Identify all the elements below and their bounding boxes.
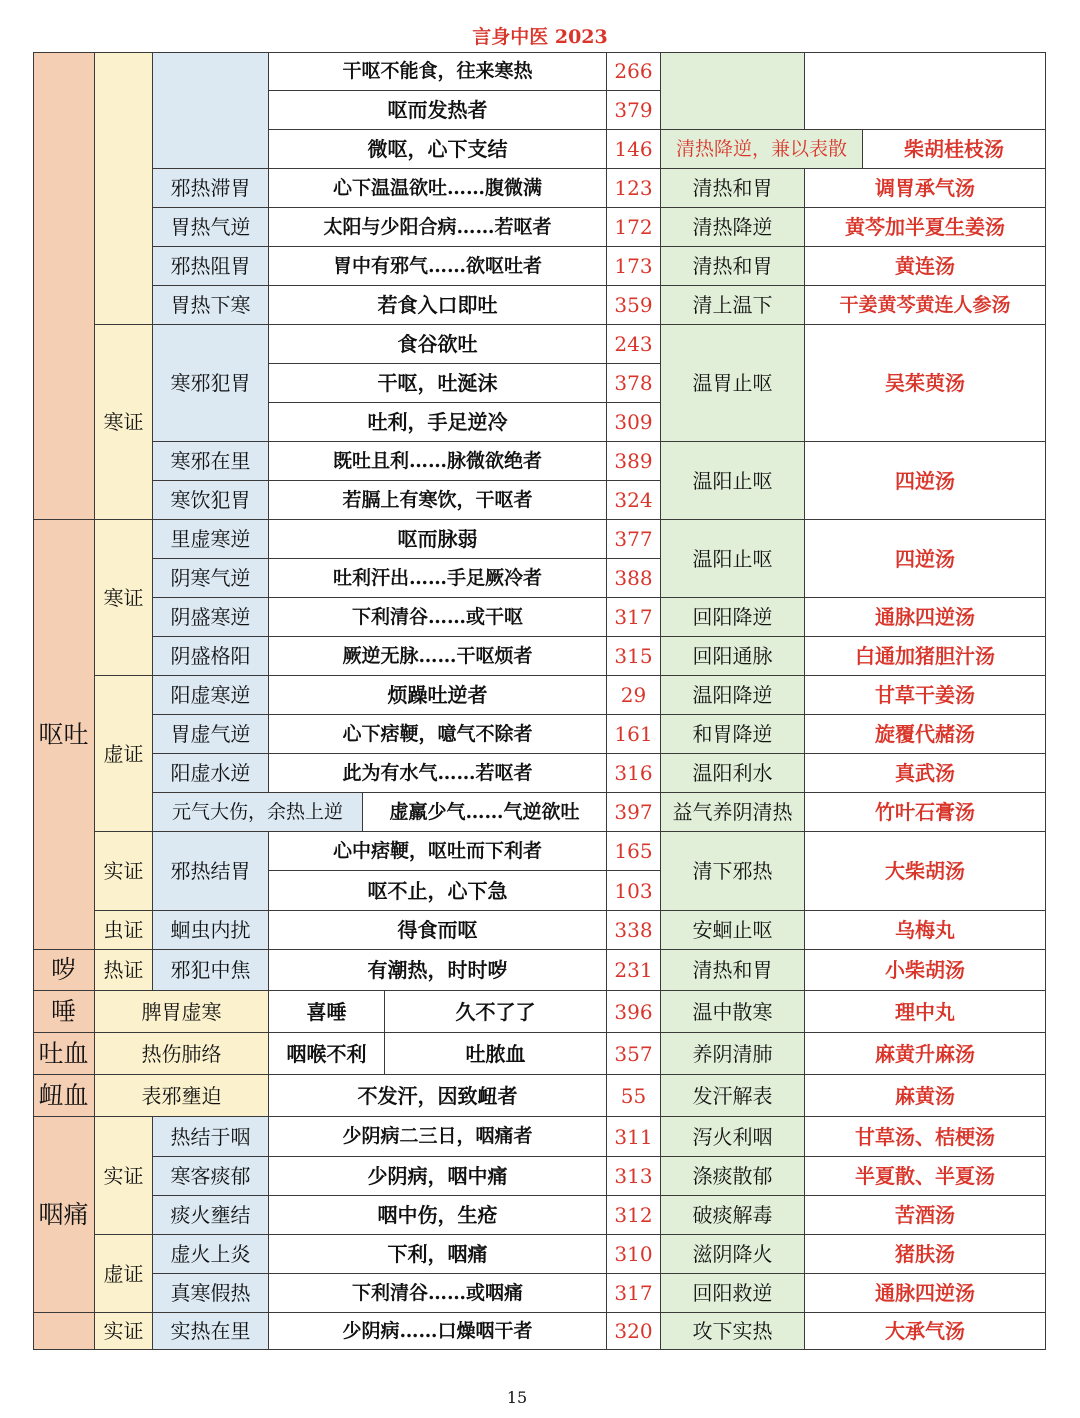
table-cell: 寒客痰郁 — [153, 1157, 269, 1196]
table-cell: 衄血 — [33, 1075, 95, 1117]
table-cell: 165 — [607, 832, 661, 871]
table-cell: 破痰解毒 — [661, 1196, 805, 1235]
table-cell: 阴盛寒逆 — [153, 598, 269, 637]
table-cell: 寒证 — [95, 520, 153, 676]
table-cell: 清热和胃 — [661, 247, 805, 286]
table-cell: 388 — [607, 559, 661, 598]
table-cell: 389 — [607, 442, 661, 481]
table-cell: 苦酒汤 — [805, 1196, 1046, 1235]
table-cell: 久不了了 — [385, 991, 607, 1033]
table-cell: 清热和胃 — [661, 950, 805, 991]
table-cell: 359 — [607, 286, 661, 325]
document-header: 言身中医 2023 — [472, 26, 608, 48]
table-cell: 发汗解表 — [661, 1075, 805, 1117]
table-cell: 通脉四逆汤 — [805, 1274, 1046, 1313]
table-cell: 此为有水气……若呕者 — [269, 754, 607, 793]
table-cell: 真寒假热 — [153, 1274, 269, 1313]
table-cell: 清上温下 — [661, 286, 805, 325]
table-cell: 29 — [607, 676, 661, 715]
table-cell — [33, 1313, 95, 1350]
table-cell: 下利清谷……或干呕 — [269, 598, 607, 637]
table-cell: 哕 — [33, 950, 95, 991]
table-cell: 安蛔止呕 — [661, 911, 805, 950]
table-cell: 食谷欲吐 — [269, 325, 607, 364]
table-cell: 379 — [607, 91, 661, 130]
table-cell: 蛔虫内扰 — [153, 911, 269, 950]
table-cell: 吐血 — [33, 1033, 95, 1075]
table-cell: 309 — [607, 403, 661, 442]
table-cell: 311 — [607, 1117, 661, 1157]
table-cell: 实证 — [95, 1313, 153, 1350]
table-cell: 麻黄升麻汤 — [805, 1033, 1046, 1075]
table-cell: 实证 — [95, 1117, 153, 1235]
table-cell: 回阳救逆 — [661, 1274, 805, 1313]
table-cell: 呕吐 — [33, 520, 95, 950]
table-cell: 温阳降逆 — [661, 676, 805, 715]
table-cell: 312 — [607, 1196, 661, 1235]
table-cell: 320 — [607, 1313, 661, 1350]
table-cell: 378 — [607, 364, 661, 403]
table-cell: 寒饮犯胃 — [153, 481, 269, 520]
table-cell: 吐利汗出……手足厥冷者 — [269, 559, 607, 598]
table-cell: 里虚寒逆 — [153, 520, 269, 559]
table-cell: 攻下实热 — [661, 1313, 805, 1350]
table-cell: 黄芩加半夏生姜汤 — [805, 208, 1046, 247]
table-cell: 315 — [607, 637, 661, 676]
table-cell: 痰火壅结 — [153, 1196, 269, 1235]
table-cell: 涤痰散郁 — [661, 1157, 805, 1196]
table-cell: 微呕，心下支结 — [269, 130, 607, 169]
table-cell: 清热和胃 — [661, 169, 805, 208]
table-cell: 317 — [607, 598, 661, 637]
table-cell: 邪热滞胃 — [153, 169, 269, 208]
table-cell: 123 — [607, 169, 661, 208]
table-cell: 小柴胡汤 — [805, 950, 1046, 991]
table-cell: 310 — [607, 1235, 661, 1274]
table-cell: 虚羸少气……气逆欲吐 — [363, 793, 607, 832]
table-cell: 阴寒气逆 — [153, 559, 269, 598]
table-cell: 243 — [607, 325, 661, 364]
table-cell: 元气大伤，余热上逆 — [153, 793, 363, 832]
table-cell: 咽喉不利 — [269, 1033, 385, 1075]
table-cell: 寒邪在里 — [153, 442, 269, 481]
table-cell: 回阳降逆 — [661, 598, 805, 637]
formula-table — [33, 52, 1046, 1350]
table-cell: 146 — [607, 130, 661, 169]
table-cell: 胃中有邪气……欲呕吐者 — [269, 247, 607, 286]
table-cell — [95, 52, 153, 325]
table-cell: 313 — [607, 1157, 661, 1196]
table-cell: 397 — [607, 793, 661, 832]
table-cell: 调胃承气汤 — [805, 169, 1046, 208]
table-cell: 养阴清肺 — [661, 1033, 805, 1075]
table-cell: 表邪壅迫 — [95, 1075, 269, 1117]
table-cell: 阴盛格阳 — [153, 637, 269, 676]
table-cell: 旋覆代赭汤 — [805, 715, 1046, 754]
table-cell: 温中散寒 — [661, 991, 805, 1033]
table-cell: 少阴病，咽中痛 — [269, 1157, 607, 1196]
table-cell: 172 — [607, 208, 661, 247]
table-cell — [661, 52, 805, 130]
table-cell: 少阴病……口燥咽干者 — [269, 1313, 607, 1350]
table-cell: 338 — [607, 911, 661, 950]
table-cell: 温阳止呕 — [661, 442, 805, 520]
table-cell: 喜唾 — [269, 991, 385, 1033]
table-cell: 乌梅丸 — [805, 911, 1046, 950]
table-cell: 邪热阻胃 — [153, 247, 269, 286]
table-cell: 泻火利咽 — [661, 1117, 805, 1157]
table-cell: 四逆汤 — [805, 520, 1046, 598]
table-cell: 干呕不能食，往来寒热 — [269, 52, 607, 91]
table-cell: 寒邪犯胃 — [153, 325, 269, 442]
table-cell: 55 — [607, 1075, 661, 1117]
table-cell: 阳虚寒逆 — [153, 676, 269, 715]
table-cell: 麻黄汤 — [805, 1075, 1046, 1117]
table-cell: 胃虚气逆 — [153, 715, 269, 754]
table-cell: 胃热下寒 — [153, 286, 269, 325]
table-cell: 半夏散、半夏汤 — [805, 1157, 1046, 1196]
table-cell: 231 — [607, 950, 661, 991]
table-cell: 竹叶石膏汤 — [805, 793, 1046, 832]
table-cell: 阳虚水逆 — [153, 754, 269, 793]
table-cell: 396 — [607, 991, 661, 1033]
table-cell: 呕而脉弱 — [269, 520, 607, 559]
table-cell — [33, 52, 95, 520]
table-cell: 不发汗，因致衄者 — [269, 1075, 607, 1117]
table-cell: 邪犯中焦 — [153, 950, 269, 991]
table-cell: 虫证 — [95, 911, 153, 950]
table-cell: 吐利，手足逆冷 — [269, 403, 607, 442]
table-cell: 下利清谷……或咽痛 — [269, 1274, 607, 1313]
table-cell: 虚火上炎 — [153, 1235, 269, 1274]
table-cell: 热结于咽 — [153, 1117, 269, 1157]
table-cell: 161 — [607, 715, 661, 754]
table-cell: 吐脓血 — [385, 1033, 607, 1075]
table-cell: 少阴病二三日，咽痛者 — [269, 1117, 607, 1157]
table-cell: 呕不止，心下急 — [269, 871, 607, 911]
table-cell: 357 — [607, 1033, 661, 1075]
table-cell: 温阳利水 — [661, 754, 805, 793]
table-cell: 清热降逆 — [661, 208, 805, 247]
table-cell: 通脉四逆汤 — [805, 598, 1046, 637]
table-cell: 实证 — [95, 832, 153, 911]
table-cell: 甘草汤、桔梗汤 — [805, 1117, 1046, 1157]
table-cell: 四逆汤 — [805, 442, 1046, 520]
table-cell: 既吐且利……脉微欲绝者 — [269, 442, 607, 481]
table-cell: 热证 — [95, 950, 153, 991]
table-cell: 黄连汤 — [805, 247, 1046, 286]
table-cell: 心下温温欲吐……腹微满 — [269, 169, 607, 208]
table-cell: 咽中伤，生疮 — [269, 1196, 607, 1235]
table-cell: 清下邪热 — [661, 832, 805, 911]
table-cell: 柴胡桂枝汤 — [863, 130, 1046, 169]
table-cell: 滋阴降火 — [661, 1235, 805, 1274]
table-cell: 干姜黄芩黄连人参汤 — [805, 286, 1046, 325]
table-cell: 温胃止呕 — [661, 325, 805, 442]
table-cell: 下利，咽痛 — [269, 1235, 607, 1274]
table-cell: 胃热气逆 — [153, 208, 269, 247]
table-cell: 虚证 — [95, 1235, 153, 1313]
table-cell: 猪肤汤 — [805, 1235, 1046, 1274]
table-cell: 虚证 — [95, 676, 153, 832]
table-cell: 吴茱萸汤 — [805, 325, 1046, 442]
table-cell: 377 — [607, 520, 661, 559]
table-cell: 呕而发热者 — [269, 91, 607, 130]
table-cell: 和胃降逆 — [661, 715, 805, 754]
table-cell: 脾胃虚寒 — [95, 991, 269, 1033]
table-cell: 甘草干姜汤 — [805, 676, 1046, 715]
table-cell: 324 — [607, 481, 661, 520]
table-cell: 烦躁吐逆者 — [269, 676, 607, 715]
table-cell: 白通加猪胆汁汤 — [805, 637, 1046, 676]
table-cell: 清热降逆，兼以表散 — [661, 130, 863, 169]
table-cell — [805, 52, 1046, 130]
table-cell: 热伤肺络 — [95, 1033, 269, 1075]
table-cell: 173 — [607, 247, 661, 286]
table-cell: 邪热结胃 — [153, 832, 269, 911]
table-cell: 心下痞鞕，噫气不除者 — [269, 715, 607, 754]
table-cell: 温阳止呕 — [661, 520, 805, 598]
table-cell: 有潮热，时时哕 — [269, 950, 607, 991]
table-cell: 实热在里 — [153, 1313, 269, 1350]
table-cell: 大承气汤 — [805, 1313, 1046, 1350]
table-cell: 大柴胡汤 — [805, 832, 1046, 911]
table-cell: 266 — [607, 52, 661, 91]
table-cell: 若食入口即吐 — [269, 286, 607, 325]
table-cell: 317 — [607, 1274, 661, 1313]
table-cell: 益气养阴清热 — [661, 793, 805, 832]
table-cell — [153, 52, 269, 169]
table-cell: 回阳通脉 — [661, 637, 805, 676]
table-cell: 得食而呕 — [269, 911, 607, 950]
table-cell: 316 — [607, 754, 661, 793]
table-cell: 太阳与少阳合病……若呕者 — [269, 208, 607, 247]
table-cell: 咽痛 — [33, 1117, 95, 1313]
table-cell: 厥逆无脉……干呕烦者 — [269, 637, 607, 676]
page-number: 15 — [506, 1388, 528, 1407]
table-cell: 真武汤 — [805, 754, 1046, 793]
table-cell: 103 — [607, 871, 661, 911]
table-cell: 若膈上有寒饮，干呕者 — [269, 481, 607, 520]
table-cell: 理中丸 — [805, 991, 1046, 1033]
table-cell: 心中痞鞕，呕吐而下利者 — [269, 832, 607, 871]
table-cell: 干呕，吐涎沫 — [269, 364, 607, 403]
table-cell: 唾 — [33, 991, 95, 1033]
table-cell: 寒证 — [95, 325, 153, 520]
